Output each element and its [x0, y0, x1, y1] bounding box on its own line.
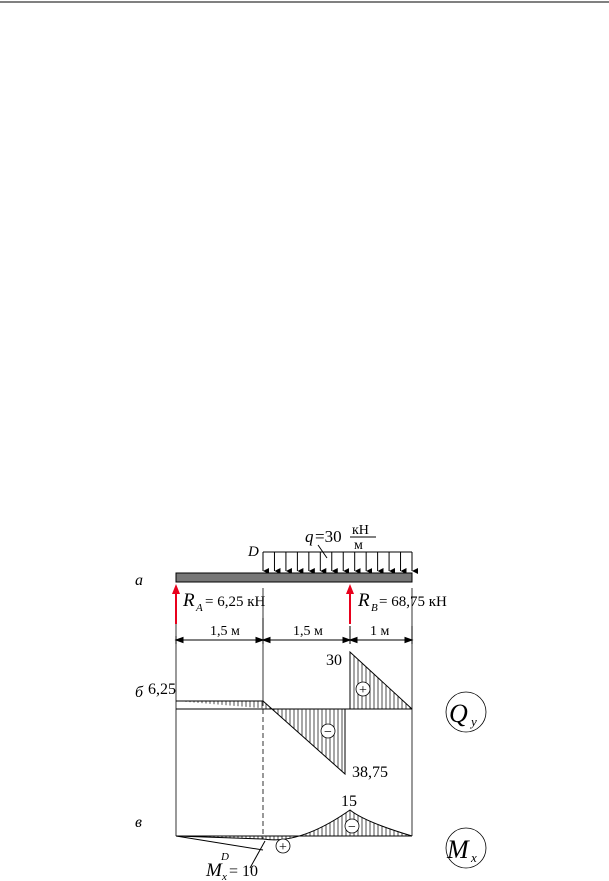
moment-d-superscript: D: [221, 851, 229, 863]
dimension-1: 1,5 м: [210, 624, 240, 639]
reaction-b-arrow: [346, 584, 354, 624]
shear-symbol: [446, 692, 486, 732]
row-label-a: а: [135, 572, 143, 589]
svg-text:Q: Q: [449, 699, 468, 728]
beam: [176, 573, 412, 582]
load-q-symbol: q: [305, 527, 314, 546]
moment-value-max: 15: [341, 793, 357, 810]
svg-text:+: +: [279, 840, 287, 855]
svg-text:−: −: [348, 820, 356, 835]
svg-text:y: y: [471, 714, 477, 729]
reaction-a-arrow: [172, 584, 180, 624]
reaction-a-value: = 6,25 кН: [205, 594, 266, 610]
svg-text:x: x: [471, 850, 477, 865]
svg-text:−: −: [324, 725, 332, 740]
shear-value-bottom: 38,75: [352, 764, 388, 781]
reaction-b-value: = 68,75 кН: [379, 594, 447, 610]
reaction-a-subscript: A: [196, 602, 203, 614]
reaction-a-symbol: R: [183, 590, 195, 611]
load-q-value: =30: [315, 527, 342, 546]
load-point-label: D: [248, 544, 259, 560]
dimension-3: 1 м: [370, 624, 390, 639]
svg-text:+: +: [359, 683, 367, 698]
moment-symbol: [446, 828, 486, 868]
reaction-b-symbol: R: [358, 590, 370, 611]
svg-text:M: M: [447, 835, 469, 864]
row-label-c: в: [135, 814, 142, 831]
load-unit-numerator: кН: [352, 523, 369, 538]
moment-d-subscript: x: [222, 871, 227, 881]
moment-diagram: [176, 805, 416, 868]
moment-d-value: = 10: [229, 863, 259, 880]
row-label-b: б: [135, 684, 144, 701]
moment-d-symbol: M: [206, 860, 222, 881]
load-unit-denominator: м: [354, 538, 363, 553]
shear-value-top: 30: [326, 652, 342, 669]
reaction-b-subscript: B: [371, 602, 378, 614]
moment-plus-sign: [276, 839, 290, 855]
distributed-load: [263, 552, 412, 571]
dimension-2: 1,5 м: [293, 624, 323, 639]
shear-value-left: 6,25: [148, 681, 176, 698]
